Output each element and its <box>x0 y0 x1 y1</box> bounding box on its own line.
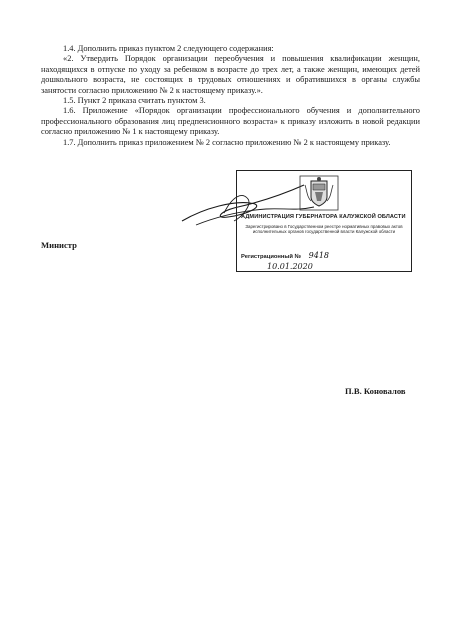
stamp-date: 10.01.2020 <box>267 262 313 271</box>
stamp-reg-number: 9418 <box>308 251 329 260</box>
paragraph-new-point-2: «2. Утвердить Порядок организации переобучения и повышения квалификации женщин, находящихся в отпуске по уходу за ребенком в возрасте до трех лет, а также женщин, имеющих детей дошкольного возраста, не состоящих в трудовых отношениях и обратившихся в органы службы занятости согласно приложению № 2 к настоящему приказу.». <box>41 54 420 95</box>
paragraph-1-5: 1.5. Пункт 2 приказа считать пунктом 3. <box>63 96 206 106</box>
signatory-name: П.В. Коновалов <box>345 386 406 396</box>
stamp-title: АДМИНИСТРАЦИЯ ГУБЕРНАТОРА КАЛУЖСКОЙ ОБЛАСТИ <box>241 214 406 220</box>
stamp-reg-label: Регистрационный № <box>241 254 302 260</box>
position-label: Министр <box>41 240 77 250</box>
paragraph-1-4: 1.4. Дополнить приказ пунктом 2 следующего содержания: <box>63 44 274 53</box>
stamp-registration-text: Зарегистрировано в Государственном реестре нормативных правовых актов исполнительных органов государственной власти Калужской области <box>245 224 403 235</box>
paragraph-1-6: 1.6. Приложение «Порядок организации профессионального обучения и дополнительного профессионального образования лиц предпенсионного возраста» к приказу изложить в новой редакции согласно приложению № 1 к настоящему приказу. <box>41 106 420 137</box>
order-body <box>41 44 420 148</box>
registration-stamp <box>236 170 412 272</box>
paragraph-1-7: 1.7. Дополнить приказ приложением № 2 согласно приложению № 2 к настоящему приказу. <box>63 137 391 147</box>
stamp-reg-line <box>241 251 407 260</box>
coat-of-arms-icon <box>299 175 339 211</box>
